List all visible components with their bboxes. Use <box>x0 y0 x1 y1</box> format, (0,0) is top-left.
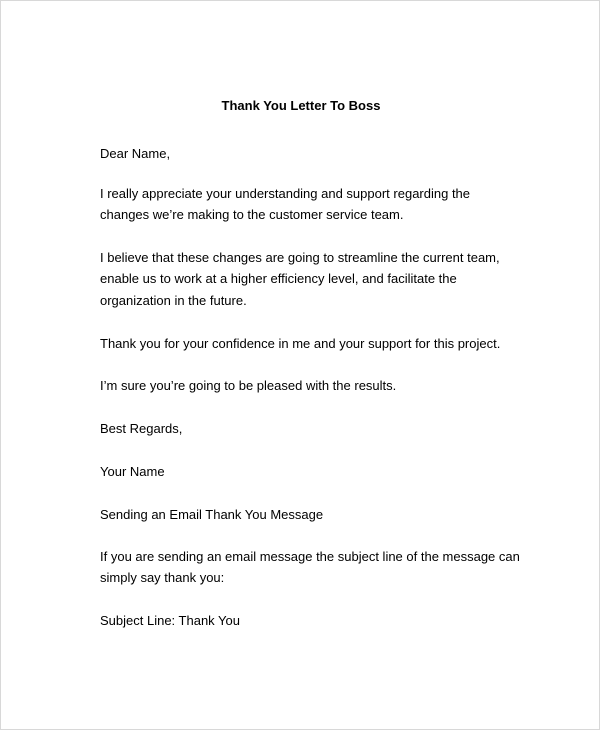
paragraph-appreciation <box>100 183 540 226</box>
paragraph-results <box>100 375 540 396</box>
signature <box>100 461 540 482</box>
paragraph-line: Thank you for your confidence in me and your support for this project. <box>100 336 501 351</box>
paragraph-line: I’m sure you’re going to be pleased with the results. <box>100 378 397 393</box>
paragraph-confidence <box>100 333 540 354</box>
paragraph-changes <box>100 247 540 311</box>
greeting-text: Dear Name, <box>100 146 171 161</box>
paragraph-line: simply say thank you: <box>100 570 225 586</box>
closing-text: Best Regards, <box>100 421 183 436</box>
paragraph-line: If you are sending an email message the subject line of the message can <box>100 549 520 564</box>
subject-line-text: Subject Line: Thank You <box>100 613 240 628</box>
greeting <box>100 143 540 164</box>
document-title: Thank You Letter To Boss <box>221 98 381 113</box>
paragraph-email <box>100 546 540 589</box>
section-heading-text: Sending an Email Thank You Message <box>100 507 324 522</box>
paragraph-line: I believe that these changes are going to streamline the current team, <box>100 250 500 265</box>
subject-line <box>100 610 540 631</box>
closing <box>100 418 540 439</box>
paragraph-line: enable us to work at a higher efficiency level, and facilitate the <box>100 271 457 287</box>
section-heading <box>100 504 540 525</box>
paragraph-line: organization in the future. <box>100 292 247 308</box>
signature-text: Your Name <box>100 464 165 479</box>
paragraph-line: changes we’re making to the customer service team. <box>100 207 404 223</box>
paragraph-line: I really appreciate your understanding and support regarding the <box>100 186 471 201</box>
